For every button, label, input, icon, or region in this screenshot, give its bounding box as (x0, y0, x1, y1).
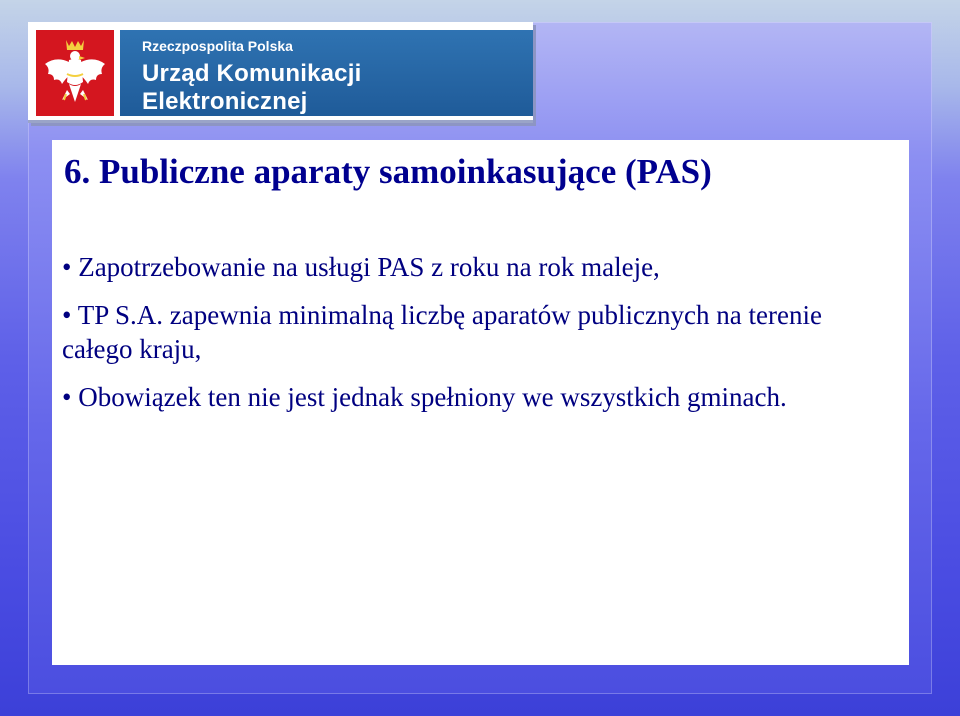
bullet-text: Obowiązek ten nie jest jednak spełniony we wszystkich gminach. (78, 382, 787, 412)
list-item (62, 250, 892, 284)
bullet-text: Zapotrzebowanie na usługi PAS z roku na rok maleje, (78, 252, 660, 282)
header-banner (28, 22, 533, 123)
list-item (62, 380, 892, 414)
org-name: Urząd Komunikacji Elektronicznej (142, 60, 362, 115)
polish-eagle-emblem-icon (36, 30, 114, 116)
bullet-icon: • (62, 252, 79, 282)
bullet-icon: • (62, 300, 78, 330)
list-item (62, 298, 892, 366)
slide-title: 6. Publiczne aparaty samoinkasujące (PAS) (64, 152, 712, 191)
bullet-text: TP S.A. zapewnia minimalną liczbę aparatów publicznych na terenie całego kraju, (62, 300, 822, 364)
bullet-list (62, 250, 892, 428)
emblem-box (36, 30, 114, 116)
organization-band (120, 30, 533, 116)
content-panel (52, 140, 909, 665)
bullet-icon: • (62, 382, 79, 412)
org-subtitle: Rzeczpospolita Polska (142, 38, 293, 54)
